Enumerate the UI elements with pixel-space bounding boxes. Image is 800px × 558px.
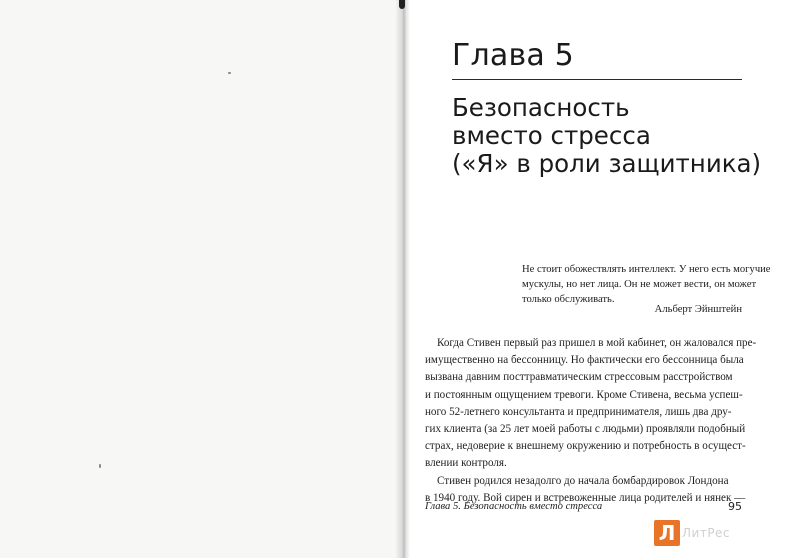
- book-spine: [396, 0, 410, 558]
- scan-speck: [99, 464, 101, 468]
- body-line: вызвана давним посттравматическим стрессовым расстройством: [425, 371, 733, 384]
- body-line: и постоянным ощущением тревоги. Кроме Стивена, весьма успеш-: [425, 388, 743, 401]
- chapter-rule: [452, 79, 742, 80]
- chapter-title-line: («Я» в роли защитника): [452, 149, 762, 178]
- chapter-title-line: вместо стресса: [452, 121, 651, 150]
- epigraph: [522, 262, 771, 307]
- body-line: Когда Стивен первый раз пришел в мой кабинет, он жаловался пре-: [437, 337, 757, 349]
- body-line: имущественно на бессонницу. Но фактически его бессонница была: [425, 354, 744, 367]
- body-line: в 1940 году. Вой сирен и встревоженные лица родителей и нянек —: [425, 491, 746, 504]
- epigraph-author: Альберт Эйнштейн: [654, 304, 742, 315]
- page-number: 95: [728, 500, 742, 513]
- spine-mark: [399, 0, 405, 9]
- body-line: ного 52-летнего консультанта и предпринимателя, лишь два дру-: [425, 405, 732, 418]
- body-text: [425, 335, 757, 507]
- epigraph-line: мускулы, но нет лица. Он не может вести, он может: [522, 279, 757, 290]
- chapter-title-line: Безопасность: [452, 93, 630, 122]
- chapter-title: [452, 93, 762, 178]
- logo-letter: Л: [658, 521, 676, 545]
- litres-logo-icon: [654, 520, 680, 546]
- running-footer-title: Глава 5. Безопасность вместо стресса: [425, 501, 603, 512]
- epigraph-line: только обслуживать.: [522, 294, 615, 305]
- scan-speck: [228, 72, 231, 74]
- body-line: Стивен родился незадолго до начала бомбардировок Лондона: [437, 474, 729, 487]
- epigraph-line: Не стоит обожествлять интеллект. У него есть могучие: [522, 264, 771, 275]
- chapter-label: Глава 5: [452, 38, 574, 73]
- body-line: страх, недоверие к внешнему окружению и потребность в осущест-: [425, 440, 746, 453]
- body-line: влении контроля.: [425, 457, 507, 470]
- watermark-text: ЛитРес: [682, 526, 731, 540]
- body-line: гих клиента (за 25 лет моей работы с людьми) проявляли подобный: [425, 422, 746, 435]
